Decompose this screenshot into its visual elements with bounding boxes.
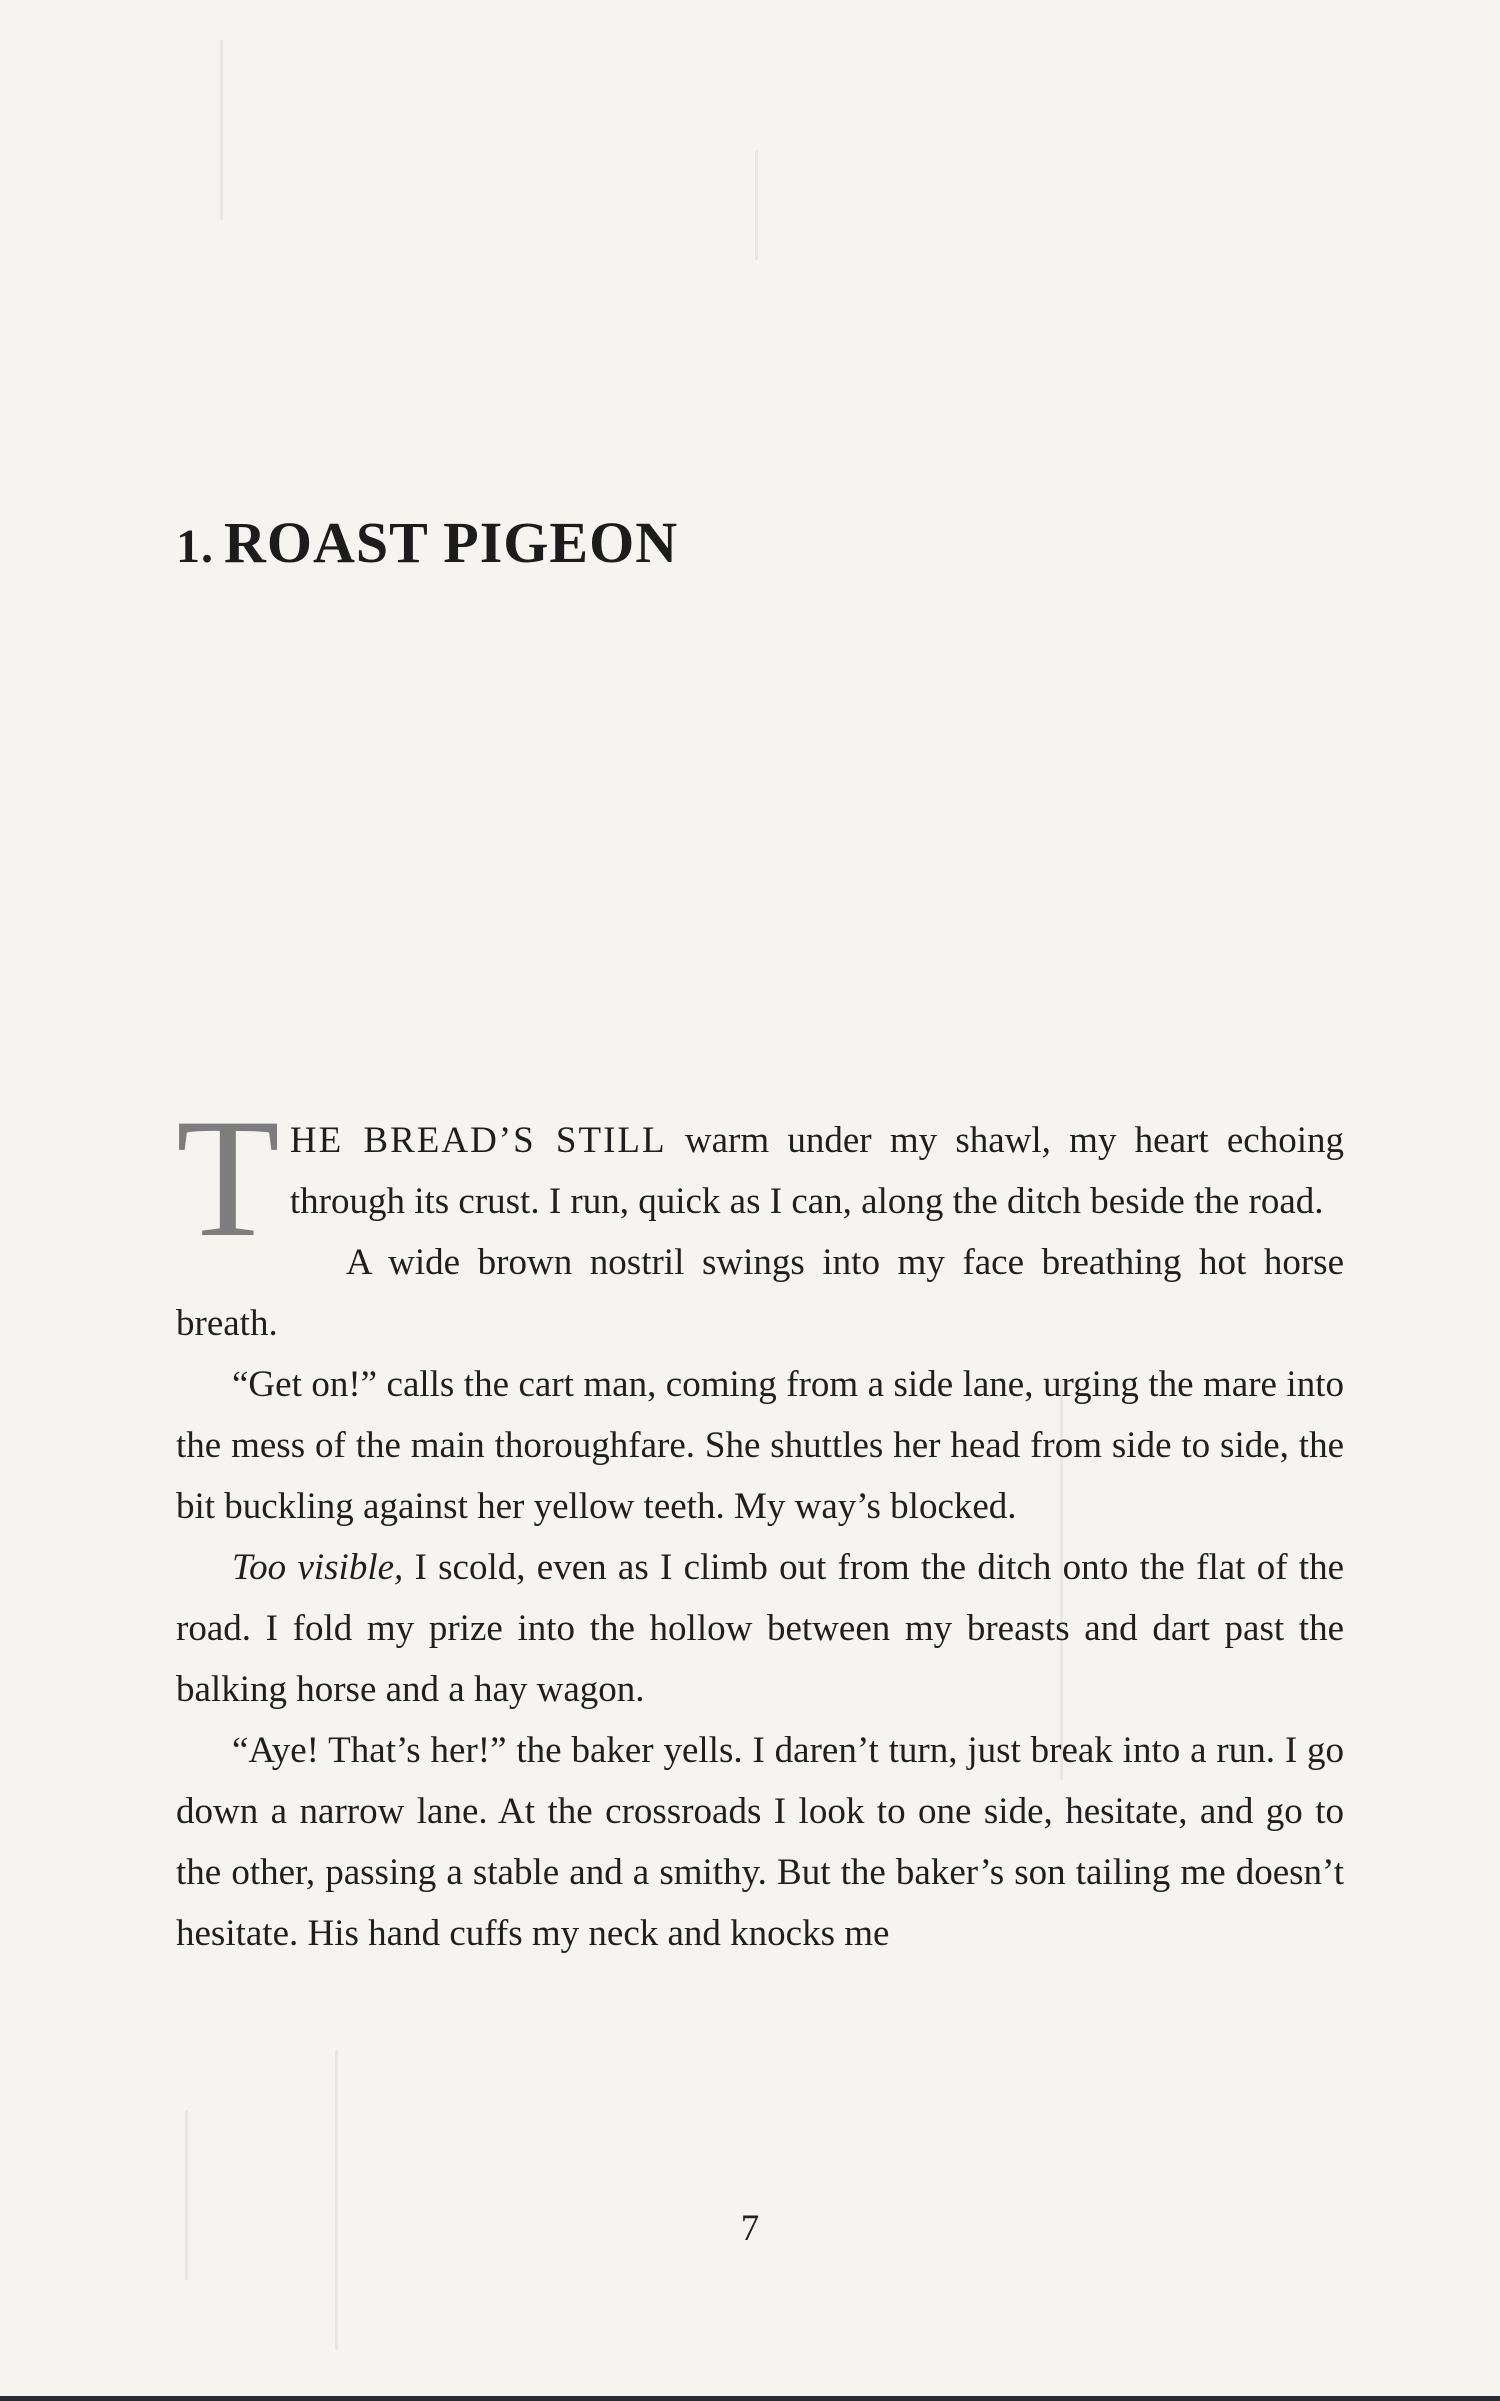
bleed-through-mark bbox=[185, 2110, 188, 2280]
chapter-title: ROAST PIGEON bbox=[224, 509, 679, 575]
opening-text: warm under my shawl, my heart echoing through its crust. I run, quick as I can, along the ditch beside the road. bbox=[289, 1120, 1344, 1222]
paragraph-text: I scold, even as I climb out from the ditch onto the flat of the road. I fold my prize into the hollow between my breasts and dart past the balking horse and a hay wagon. bbox=[176, 1547, 1344, 1710]
italic-phrase: Too visible, bbox=[232, 1547, 404, 1588]
chapter-heading bbox=[176, 509, 678, 576]
drop-cap: T bbox=[176, 1084, 280, 1272]
paragraph: A wide brown nostril swings into my face breathing hot horse breath. bbox=[176, 1242, 1344, 1344]
bleed-through-mark bbox=[755, 150, 758, 260]
italic-paragraph bbox=[176, 1537, 1344, 1720]
lead-in-caps: HE BREAD’S STILL bbox=[289, 1120, 667, 1161]
bleed-through-mark bbox=[335, 2050, 338, 2350]
bleed-through-mark bbox=[220, 40, 223, 220]
body-text bbox=[176, 1084, 1344, 1964]
page-number: 7 bbox=[740, 2208, 760, 2249]
paragraph: “Get on!” calls the cart man, coming from a side lane, urging the mare into the mess of the main thoroughfare. She shuttles her head from side to side, the bit buckling against her yellow teeth. My way’s blocked. bbox=[176, 1364, 1344, 1527]
opening-paragraph bbox=[176, 1084, 1344, 1272]
chapter-number: 1. bbox=[176, 519, 214, 573]
scan-edge bbox=[0, 2396, 1500, 2401]
final-paragraph: “Aye! That’s her!” the baker yells. I daren’t turn, just break into a run. I go down a narrow lane. At the crossroads I look to one side, hesitate, and go to the other, passing a stable and a smithy. But the baker’s son tailing me doesn’t hesitate. His hand cuffs my neck and knocks me bbox=[176, 1730, 1344, 1954]
